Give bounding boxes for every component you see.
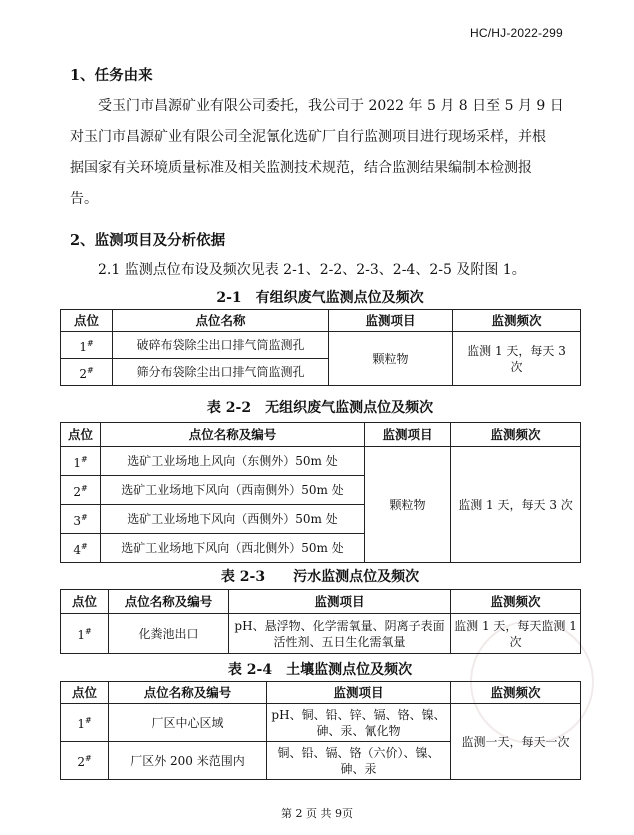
superscript-mark: #	[80, 483, 88, 493]
table-header-row	[61, 590, 581, 614]
item-cell: pH、悬浮物、化学需氧量、阴离子表面活性剂、五日生化需氧量	[229, 614, 451, 654]
superscript-mark: #	[80, 454, 88, 464]
page-footer: 第 2 页 共 9页	[281, 807, 353, 820]
name-cell: 筛分布袋除尘出口排气筒监测孔	[113, 359, 329, 386]
section-2-title: 2、监测项目及分析依据	[70, 232, 226, 249]
name-cell: 选矿工业场地下风向（西侧外）50m 处	[101, 505, 365, 534]
point-cell: 2#	[61, 476, 101, 505]
table-2-2	[60, 422, 581, 563]
section-1-line-2: 对玉门市昌源矿业有限公司全泥氰化选矿厂自行监测项目进行现场采样，并根	[70, 129, 546, 145]
name-cell: 选矿工业场地下风向（西南侧外）50m 处	[101, 476, 365, 505]
point-cell: 1#	[61, 332, 113, 359]
superscript-mark: #	[84, 627, 92, 636]
header-item: 监测项目	[365, 423, 451, 447]
superscript-mark: #	[84, 716, 92, 725]
table-header-row	[61, 682, 581, 704]
name-cell: 选矿工业场地上风向（东侧外）50m 处	[101, 447, 365, 476]
header-point: 点位	[61, 682, 109, 704]
item-cell: 颗粒物	[365, 447, 451, 563]
table-2-3-caption: 表 2-3 污水监测点位及频次	[220, 569, 420, 585]
header-frequency: 监测频次	[451, 682, 581, 704]
point-cell: 3#	[61, 505, 101, 534]
name-cell: 化粪池出口	[109, 614, 229, 654]
table-2-2-caption: 表 2-2 无组织废气监测点位及频次	[206, 400, 434, 416]
header-frequency: 监测频次	[451, 423, 581, 447]
superscript-mark: #	[86, 365, 94, 375]
section-1-title: 1、任务由来	[70, 67, 153, 84]
superscript-mark: #	[80, 541, 88, 551]
table-2-4	[60, 681, 581, 780]
table-row	[61, 332, 581, 359]
header-item: 监测项目	[329, 310, 453, 332]
header-name: 点位名称及编号	[101, 423, 365, 447]
frequency-cell: 监测 1 天，每天 3 次	[451, 447, 581, 563]
header-item: 监测项目	[267, 682, 451, 704]
frequency-cell: 监测 1 天，每天监测 1 次	[451, 614, 581, 654]
section-1-line-4: 告。	[70, 191, 98, 207]
table-header-row	[61, 423, 581, 447]
table-2-1	[60, 309, 581, 386]
header-item: 监测项目	[229, 590, 451, 614]
header-name: 点位名称及编号	[109, 682, 267, 704]
table-row	[61, 704, 581, 742]
item-cell: pH、铜、铅、锌、镉、铬、镍、砷、汞、氰化物	[267, 704, 451, 742]
section-2-intro: 2.1 监测点位布设及频次见表 2-1、2-2、2-3、2-4、2-5 及附图 1。	[98, 262, 526, 278]
point-cell: 4#	[61, 534, 101, 563]
section-1-line-1: 受玉门市昌源矿业有限公司委托，我公司于 2022 年 5 月 8 日至 5 月 9 日	[98, 98, 564, 114]
frequency-cell: 监测 1 天，每天 3 次	[453, 332, 581, 386]
header-point: 点位	[61, 590, 109, 614]
header-name: 点位名称	[113, 310, 329, 332]
header-frequency: 监测频次	[451, 590, 581, 614]
table-2-3	[60, 589, 581, 654]
header-point: 点位	[61, 310, 113, 332]
name-cell: 选矿工业场地下风向（西北侧外）50m 处	[101, 534, 365, 563]
frequency-cell: 监测一天，每天一次	[451, 704, 581, 780]
header-name: 点位名称及编号	[109, 590, 229, 614]
header-point: 点位	[61, 423, 101, 447]
point-cell: 2#	[61, 359, 113, 386]
name-cell: 破碎布袋除尘出口排气筒监测孔	[113, 332, 329, 359]
item-cell: 铜、铅、镉、铬（六价）、镍、砷、汞	[267, 742, 451, 780]
point-cell: 1#	[61, 614, 109, 654]
point-cell: 1#	[61, 447, 101, 476]
superscript-mark: #	[84, 754, 92, 763]
table-header-row	[61, 310, 581, 332]
item-cell: 颗粒物	[329, 332, 453, 386]
point-cell: 1#	[61, 704, 109, 742]
section-1-line-3: 据国家有关环境质量标准及相关监测技术规范，结合监测结果编制本检测报	[70, 160, 532, 176]
table-row	[61, 447, 581, 476]
table-2-1-caption: 2-1 有组织废气监测点位及频次	[216, 290, 424, 306]
document-code: HC/HJ-2022-299	[470, 26, 563, 40]
header-frequency: 监测频次	[453, 310, 581, 332]
superscript-mark: #	[86, 338, 94, 348]
table-2-4-caption: 表 2-4 土壤监测点位及频次	[227, 662, 413, 678]
name-cell: 厂区中心区域	[109, 704, 267, 742]
superscript-mark: #	[80, 512, 88, 522]
name-cell: 厂区外 200 米范围内	[109, 742, 267, 780]
table-row	[61, 614, 581, 654]
section-1-body	[70, 91, 578, 215]
point-cell: 2#	[61, 742, 109, 780]
